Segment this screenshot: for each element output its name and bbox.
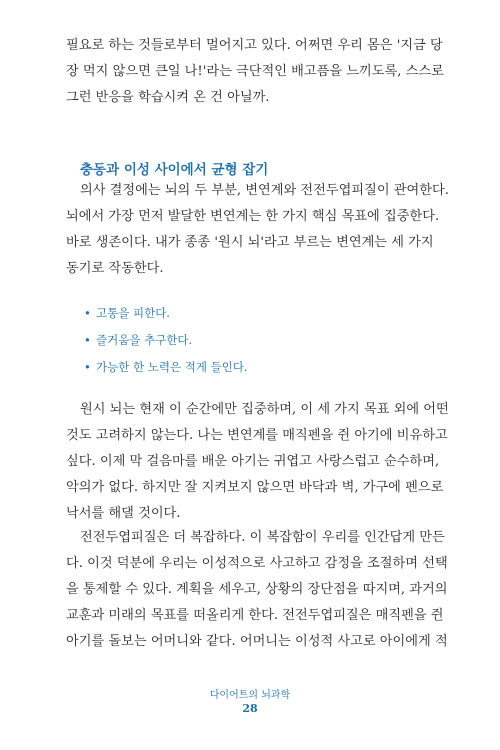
text-line: 장 먹지 않으면 큰일 나!'라는 극단적인 배고픔을 느끼도록, 스스로 xyxy=(66,64,444,79)
text-line: 교훈과 미래의 목표를 떠올리게 한다. 전전두엽피질은 매직펜을 쥔 xyxy=(66,608,444,623)
bullet-icon: • xyxy=(84,333,91,347)
bullet-icon: • xyxy=(84,306,91,320)
goal-list xyxy=(84,300,248,381)
text-line: 그런 반응을 학습시켜 온 건 아닐까. xyxy=(66,90,270,105)
text-line: 원시 뇌는 현재 이 순간에만 집중하며, 이 세 가지 목표 외에 어떤 xyxy=(80,402,449,417)
text-line: 동기로 작동한다. xyxy=(66,261,164,276)
text-line: 악의가 없다. 하지만 잘 지켜보지 않으면 바닥과 벽, 가구에 펜으로 xyxy=(66,480,444,495)
paragraph-intro xyxy=(66,33,444,111)
text-line: 다. 이것 덕분에 우리는 이성적으로 사고하고 감정을 조절하며 선택 xyxy=(66,556,448,571)
paragraph-prefrontal xyxy=(66,525,448,655)
paragraph-decision xyxy=(66,178,449,282)
text-line: 아기를 돌보는 어머니와 같다. 어머니는 이성적 사고로 아이에게 적 xyxy=(66,634,448,649)
text-line: 필요로 하는 것들로부터 멀어지고 있다. 어쩌면 우리 몸은 '지금 당 xyxy=(66,38,443,53)
bullet-icon: • xyxy=(84,360,91,374)
list-item xyxy=(84,354,248,381)
text-line: 것도 고려하지 않는다. 나는 변연계를 매직펜을 쥔 아기에 비유하고 xyxy=(66,428,448,443)
text-line: 바로 생존이다. 내가 종종 '원시 뇌'라고 부르는 변연계는 세 가지 xyxy=(66,235,434,250)
text-line: 싶다. 이제 막 걸음마를 배운 아기는 귀엽고 사랑스럽고 순수하며, xyxy=(66,454,440,469)
text-line: 전전두엽피질은 더 복잡하다. 이 복잡함이 우리를 인간답게 만든 xyxy=(80,530,445,545)
list-item-text: 고통을 피한다. xyxy=(96,306,170,320)
list-item-text: 가능한 한 노력은 적게 들인다. xyxy=(96,360,248,374)
list-item-text: 즐거움을 추구한다. xyxy=(96,333,193,347)
running-footer-title: 다이어트의 뇌과학 xyxy=(209,690,291,701)
list-item xyxy=(84,327,248,354)
list-item xyxy=(84,300,248,327)
text-line: 을 통제할 수 있다. 계획을 세우고, 상황의 장단점을 따지며, 과거의 xyxy=(66,582,448,597)
page-number: 28 xyxy=(242,702,258,715)
paragraph-primitive-brain xyxy=(66,397,449,527)
text-line: 낙서를 해댈 것이다. xyxy=(66,506,181,521)
section-heading: 충동과 이성 사이에서 균형 잡기 xyxy=(80,162,269,178)
text-line: 의사 결정에는 뇌의 두 부분, 변연계와 전전두엽피질이 관여한다. xyxy=(80,183,449,198)
text-line: 뇌에서 가장 먼저 발달한 변연계는 한 가지 핵심 목표에 집중한다. xyxy=(66,209,440,224)
